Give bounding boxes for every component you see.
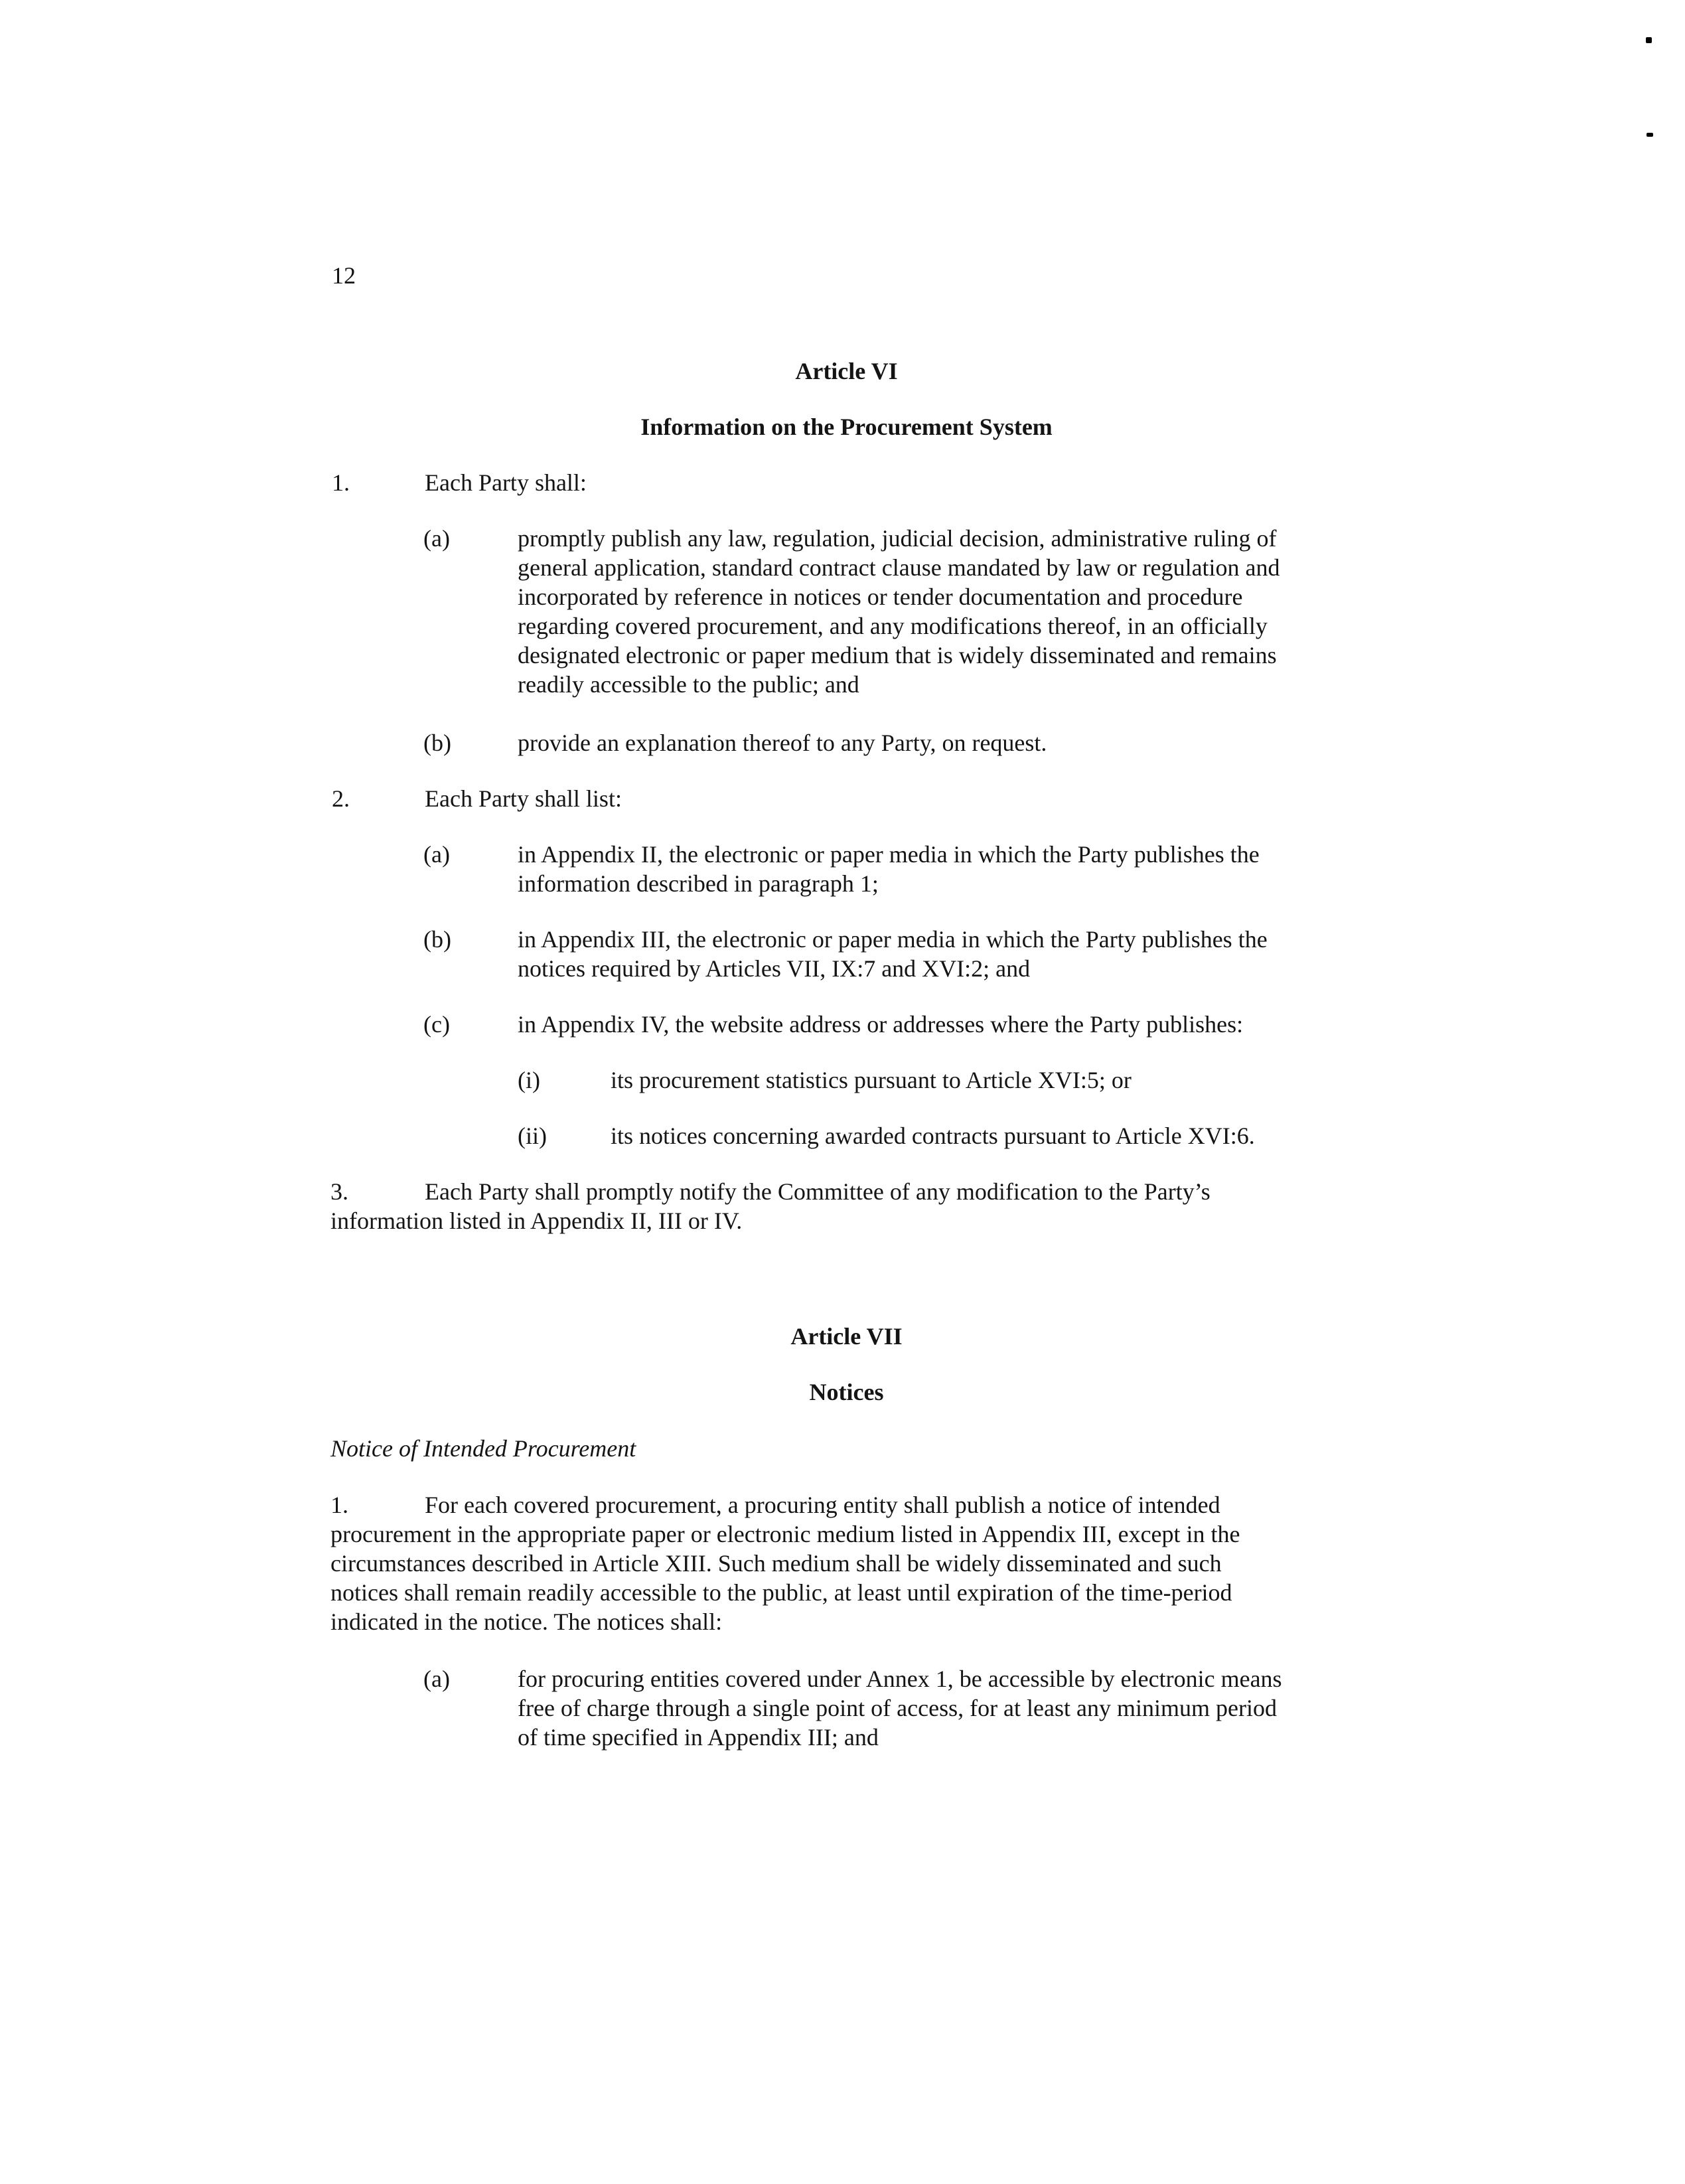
para-text: For each covered procurement, a procuring entity shall publish a notice of intended <box>425 1492 1220 1518</box>
text-line: incorporated by reference in notices or tender documentation and procedure <box>518 584 1243 610</box>
article-vii-heading: Article VII <box>790 1323 903 1350</box>
text-line: procurement in the appropriate paper or electronic medium listed in Appendix III, except in the <box>330 1521 1240 1547</box>
item-label: (a) <box>423 841 450 868</box>
scan-speck <box>1646 37 1652 43</box>
scan-speck <box>1647 133 1653 137</box>
text-line: regarding covered procurement, and any modifications thereof, in an officially <box>518 613 1268 639</box>
text-line: information described in paragraph 1; <box>518 870 879 897</box>
text-line: designated electronic or paper medium that is widely disseminated and remains <box>518 642 1277 668</box>
item-label: (b) <box>423 730 451 756</box>
text-line: free of charge through a single point of access, for at least any minimum period <box>518 1695 1277 1721</box>
text-line: notices shall remain readily accessible to the public, at least until expiration of the time-period <box>330 1579 1232 1606</box>
text-line: notices required by Articles VII, IX:7 and XVI:2; and <box>518 955 1031 982</box>
para-lead: Each Party shall: <box>425 469 587 496</box>
article-vi-heading: Article VI <box>795 358 898 384</box>
item-text <box>518 1664 1282 1752</box>
text-line: general application, standard contract clause mandated by law or regulation and <box>518 554 1280 581</box>
item-text <box>518 925 1268 983</box>
section-subheading: Notice of Intended Procurement <box>330 1435 636 1462</box>
para-lead: Each Party shall list: <box>425 785 622 812</box>
item-text <box>518 840 1260 898</box>
text-line: in Appendix III, the electronic or paper media in which the Party publishes the <box>518 926 1268 953</box>
text-line: for procuring entities covered under Annex 1, be accessible by electronic means <box>518 1666 1282 1692</box>
text-line: in Appendix II, the electronic or paper media in which the Party publishes the <box>518 841 1260 868</box>
text-line: promptly publish any law, regulation, judicial decision, administrative ruling of <box>518 525 1277 552</box>
item-label: (a) <box>423 1666 450 1692</box>
text-line: of time specified in Appendix III; and <box>518 1724 879 1751</box>
para-number: 3. <box>330 1178 348 1205</box>
item-label: (b) <box>423 926 451 953</box>
subitem-label: (ii) <box>518 1123 547 1149</box>
text-line: indicated in the notice. The notices shall: <box>330 1608 723 1635</box>
para-number: 1. <box>332 469 350 496</box>
item-label: (a) <box>423 525 450 552</box>
para-number: 2. <box>332 785 350 812</box>
para-text <box>330 1520 1240 1636</box>
text-line: readily accessible to the public; and <box>518 671 859 698</box>
page-number: 12 <box>332 262 356 289</box>
item-label: (c) <box>423 1011 450 1038</box>
para-number: 1. <box>330 1492 348 1518</box>
article-vi-title: Information on the Procurement System <box>640 414 1053 440</box>
subitem-text: its procurement statistics pursuant to Article XVI:5; or <box>611 1067 1132 1093</box>
para-text: information listed in Appendix II, III or IV. <box>330 1208 743 1234</box>
para-text: Each Party shall promptly notify the Committee of any modification to the Party’s <box>425 1178 1210 1205</box>
item-text: provide an explanation thereof to any Party, on request. <box>518 730 1047 756</box>
article-vii-title: Notices <box>809 1379 884 1405</box>
text-line: circumstances described in Article XIII. Such medium shall be widely disseminated and such <box>330 1550 1222 1577</box>
item-text <box>518 524 1280 699</box>
item-text: in Appendix IV, the website address or addresses where the Party publishes: <box>518 1011 1244 1038</box>
subitem-label: (i) <box>518 1067 540 1093</box>
subitem-text: its notices concerning awarded contracts pursuant to Article XVI:6. <box>611 1123 1255 1149</box>
